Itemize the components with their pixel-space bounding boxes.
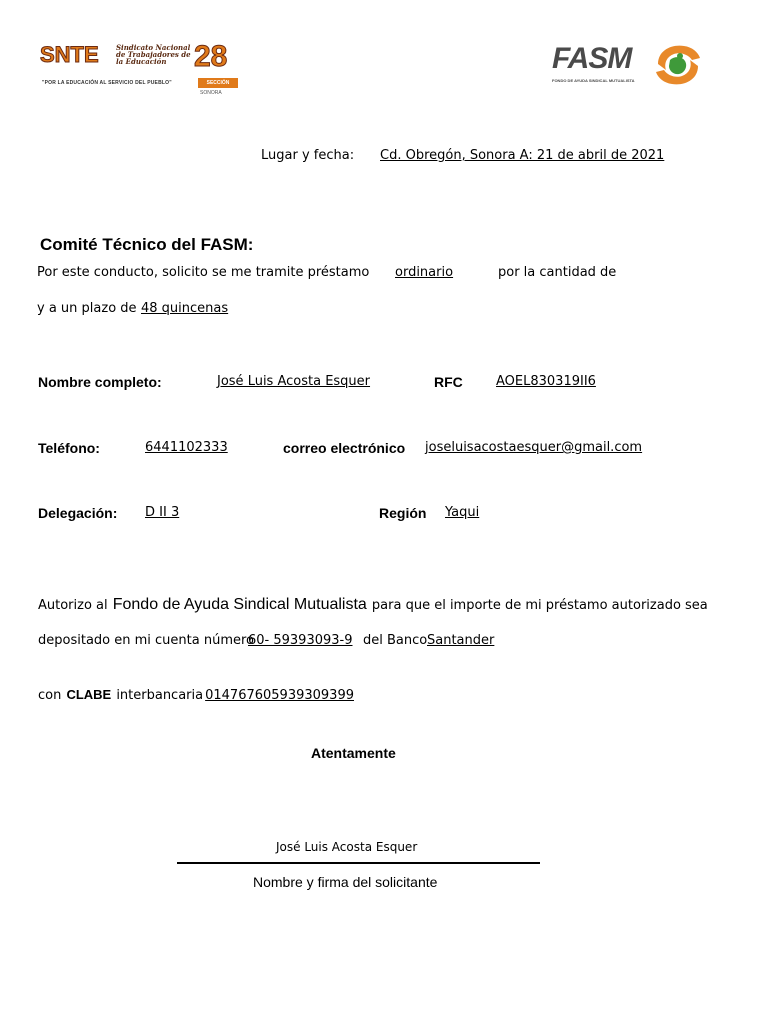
request-suffix: por la cantidad de	[498, 265, 617, 280]
snte-logo-number: 28	[194, 40, 228, 73]
authorization-part1: Autorizo al	[38, 598, 108, 613]
snte-logo-seccion: SECCIÓN	[198, 78, 238, 88]
authorization-line	[38, 594, 708, 614]
clabe-line	[38, 684, 354, 703]
request-prefix: Por este conducto, solicito se me tramite préstamo	[37, 265, 370, 280]
place-date-label: Lugar y fecha:	[261, 148, 355, 163]
term-value: 48 quincenas	[141, 301, 229, 316]
name-value: José Luis Acosta Esquer	[217, 374, 371, 389]
account-value: 60- 59393093-9	[248, 633, 353, 648]
place-date-value: Cd. Obregón, Sonora A: 21 de abril de 2021	[380, 148, 665, 163]
clabe-mid: interbancaria	[116, 688, 204, 703]
snte-logo-description: Sindicato Nacional de Trabajadores de la Educación	[116, 43, 191, 66]
rfc-value: AOEL830319II6	[496, 374, 596, 389]
phone-value: 6441102333	[145, 440, 228, 455]
clabe-prefix: con	[38, 688, 62, 703]
email-value: joseluisacostaesquer@gmail.com	[425, 440, 643, 455]
region-label: Región	[379, 505, 427, 521]
signature-caption: Nombre y firma del solicitante	[253, 874, 438, 890]
fasm-hands-icon	[652, 42, 704, 88]
fund-name: Fondo de Ayuda Sindical Mutualista	[112, 596, 367, 613]
clabe-label: CLABE	[66, 687, 112, 702]
clabe-value: 014767605939309399	[205, 688, 354, 703]
regards-text: Atentamente	[311, 745, 396, 761]
delegation-value: D II 3	[145, 505, 180, 520]
rfc-label: RFC	[434, 374, 463, 390]
name-label: Nombre completo:	[38, 374, 162, 390]
snte-logo-state: SONORA	[200, 90, 222, 96]
phone-label: Teléfono:	[38, 440, 100, 456]
fasm-logo-tagline: FONDO DE AYUDA SINDICAL MUTUALISTA	[552, 78, 635, 83]
bank-prefix: del Banco	[363, 633, 428, 648]
account-prefix: depositado en mi cuenta número	[38, 633, 254, 648]
signature-line	[177, 862, 540, 864]
snte-logo	[38, 40, 243, 100]
term-prefix: y a un plazo de	[37, 301, 137, 316]
loan-type-value: ordinario	[395, 265, 454, 280]
bank-value: Santander	[427, 633, 495, 648]
signer-name: José Luis Acosta Esquer	[276, 840, 418, 854]
fasm-logo-word: FASM	[552, 42, 632, 75]
fasm-logo	[552, 40, 707, 92]
snte-logo-word: SNTE	[40, 42, 99, 67]
region-value: Yaqui	[445, 505, 480, 520]
document-title: Comité Técnico del FASM:	[40, 235, 254, 254]
delegation-label: Delegación:	[38, 505, 118, 521]
email-label: correo electrónico	[283, 440, 406, 456]
authorization-part2: para que el importe de mi préstamo autorizado sea	[371, 598, 708, 613]
snte-logo-slogan: "POR LA EDUCACIÓN AL SERVICIO DEL PUEBLO"	[42, 80, 172, 86]
